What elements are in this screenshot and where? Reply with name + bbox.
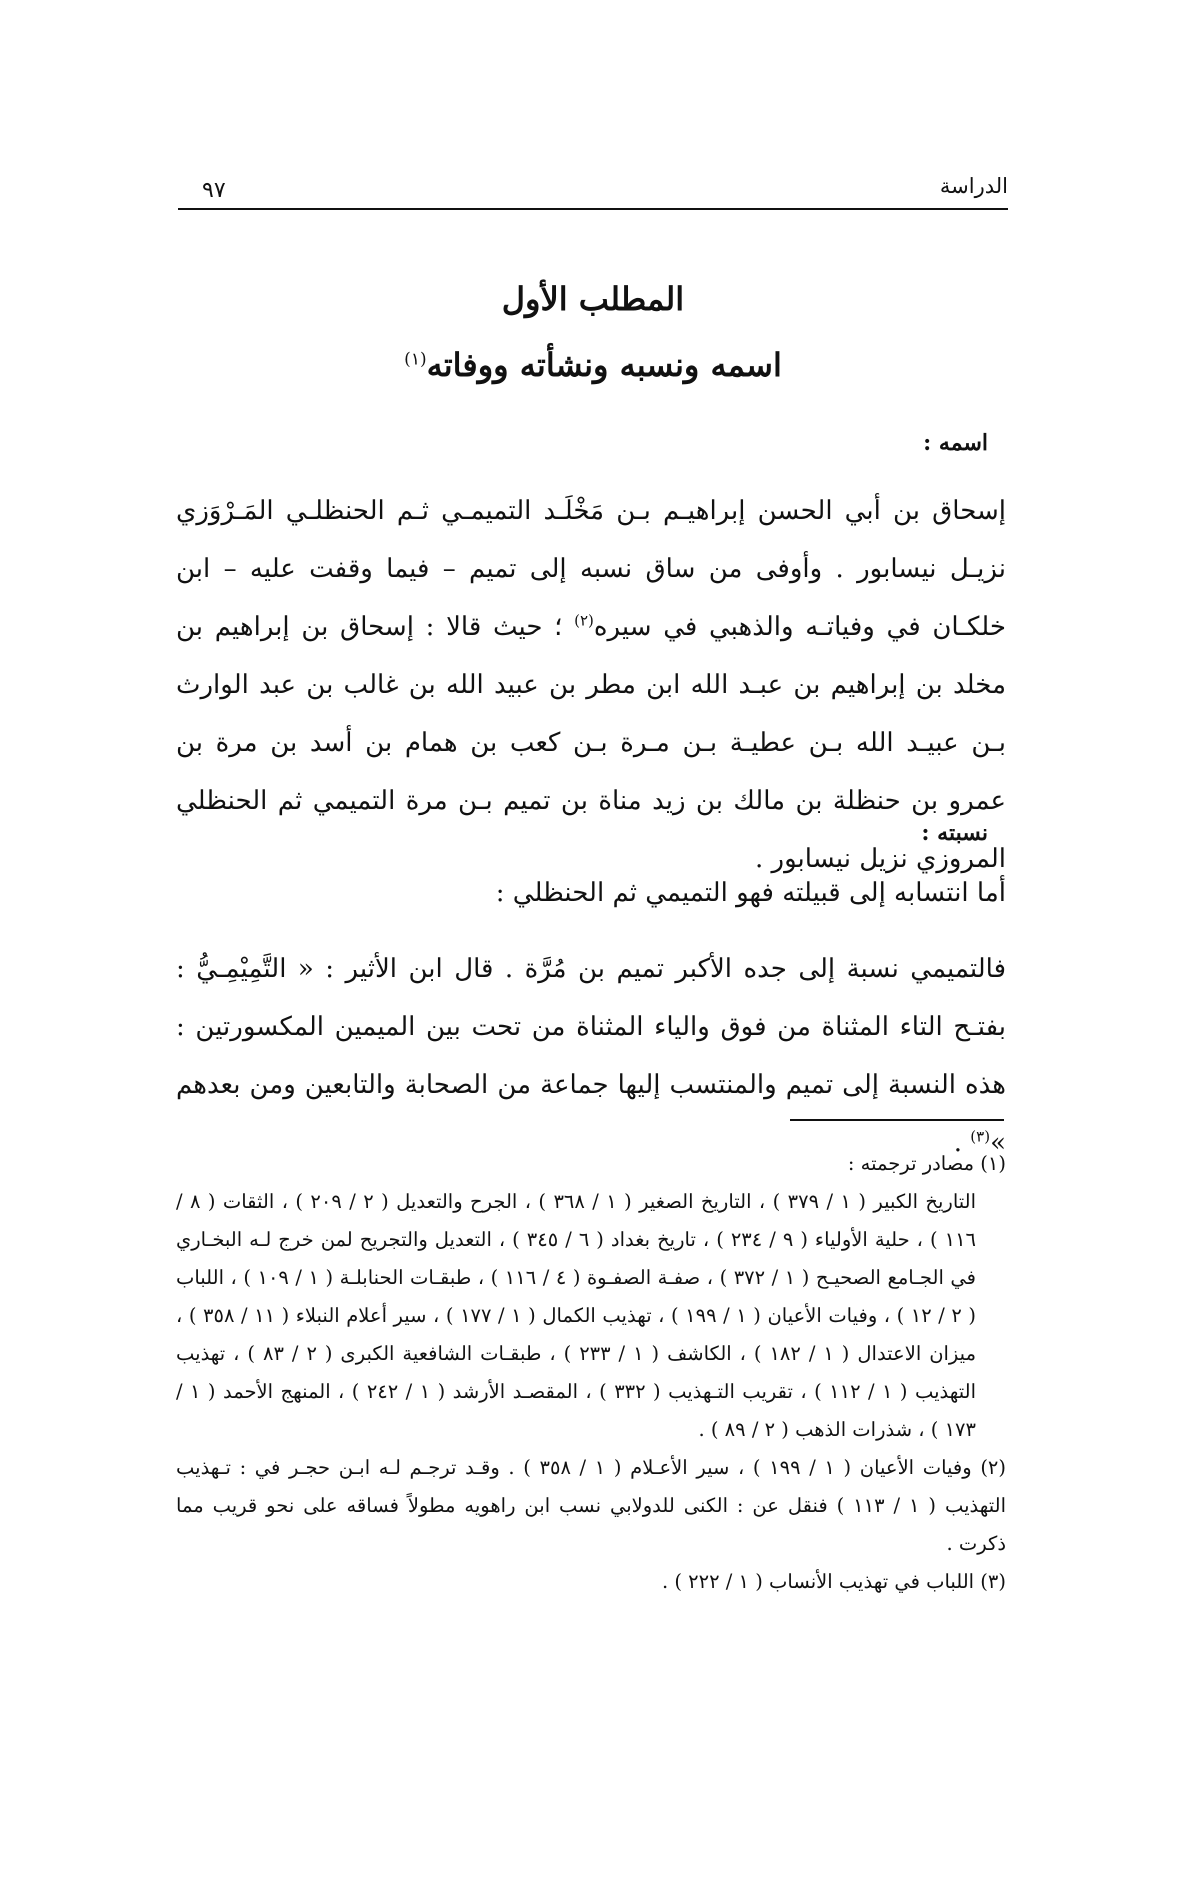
footnote-3 [176, 1563, 1006, 1601]
running-title: الدراسة [939, 174, 1008, 198]
footnote-ref-1: (١) [404, 349, 427, 370]
footnotes [176, 1145, 1006, 1601]
name-text-2: ؛ حيث قالا : إسحاق بن إبراهيم بن مخلد بن إبراهيم بن عبـد الله ابن مطر بن عبيد الله بن غالب بن عبد الوارث بـن عبيـد الله بـن عطيـة بـن مـرة بـن كعب بن همام بن أسد بن مرة بن عمرو بن حنظلة بن مالك بن زيد مناة بن تميم بـن مرة التميمي ثم الحنظلي المروزي نزيل نيسابور . [176, 612, 1006, 874]
section-subtitle [178, 346, 1008, 384]
lineage-heading: نسبته : [921, 820, 988, 846]
footnote-text: مصادر ترجمته : [847, 1152, 975, 1175]
footnote-1 [176, 1145, 1006, 1183]
footnote-number: (٣) [980, 1570, 1006, 1593]
lineage-paragraph [176, 940, 1006, 1172]
lineage-intro: أما انتسابه إلى قبيلته فهو التميمي ثم الحنظلي : [495, 878, 1006, 908]
footnote-ref-2: (٢) [574, 611, 594, 630]
footnote-number: (١) [980, 1152, 1006, 1175]
page-number: ٩٧ [202, 178, 226, 203]
footnote-number: (٢) [980, 1456, 1007, 1479]
lineage-text: فالتميمي نسبة إلى جده الأكبر تميم بن مُرَّة . قال ابن الأثير : « التَّمِيْمِـيُّ : بفتـح التاء المثناة من فوق والياء المثناة من تحت بين الميمين المكسورتين : هذه النسبة إلى تميم والمنتسب إليها جماعة من الصحابة والتابعين ومن بعدهم » [176, 954, 1006, 1158]
name-paragraph [176, 482, 1006, 888]
name-text-1: إسحاق بن أبي الحسن إبراهيـم بـن مَخْلَـد التميمـي ثـم الحنظلـي المَـرْوَزي نزيـل نيسابور . وأوفى من ساق نسبه إلى تميم – فيما وقفت عليه – ابن خلكـان في وفياتـه والذهبي في سيره [176, 496, 1006, 642]
page-header [178, 172, 1008, 210]
footnote-text: اللباب في تهذيب الأنساب ( ١ / ٢٢٢ ) . [661, 1570, 975, 1593]
footnote-ref-3: (٣) [970, 1127, 991, 1146]
footnote-2 [176, 1449, 1006, 1563]
lineage-end: . [953, 1128, 971, 1158]
name-heading: اسمه : [923, 430, 988, 456]
subtitle-text: اسمه ونسبه ونشأته ووفاته [426, 346, 782, 384]
footnote-text: وفيات الأعيان ( ١ / ١٩٩ ) ، سير الأعـلام ( ١ / ٣٥٨ ) . وقـد ترجـم لـه ابـن حجـر في : تـهذيب التهذيب ( ١ / ١١٣ ) فنقل عن : الكنى للدولابي نسب ابن راهويه مطولاً فساقه على نحو قريب مما ذكرت . [176, 1456, 1007, 1555]
section-title: المطلب الأول [501, 280, 685, 318]
footnote-separator [790, 1119, 1004, 1121]
footnote-1-sources: التاريخ الكبير ( ١ / ٣٧٩ ) ، التاريخ الصغير ( ١ / ٣٦٨ ) ، الجرح والتعديل ( ٢ / ٢٠٩ ) ، الثقات ( ٨ / ١١٦ ) ، حلية الأولياء ( ٩ / ٢٣٤ ) ، تاريخ بغداد ( ٦ / ٣٤٥ ) ، التعديل والتجريح لمن خرج لـه البخـاري في الجـامع الصحيـح ( ١ / ٣٧٢ ) ، صفـة الصفـوة ( ٤ / ١١٦ ) ، طبقـات الحنابلـة ( ١ / ١٠٩ ) ، اللباب ( ٢ / ١٢ ) ، وفيات الأعيان ( ١ / ١٩٩ ) ، تهذيب الكمال ( ١ / ١٧٧ ) ، سير أعلام النبلاء ( ١١ / ٣٥٨ ) ، ميزان الاعتدال ( ١ / ١٨٢ ) ، الكاشف ( ١ / ٢٣٣ ) ، طبقـات الشافعية الكبرى ( ٢ / ٨٣ ) ، تهذيب التهذيب ( ١ / ١١٢ ) ، تقريب التـهذيب ( ٣٣٢ ) ، المقصـد الأرشد ( ١ / ٢٤٢ ) ، المنهج الأحمد ( ١ / ١٧٣ ) ، شذرات الذهب ( ٢ / ٨٩ ) . [176, 1190, 977, 1441]
